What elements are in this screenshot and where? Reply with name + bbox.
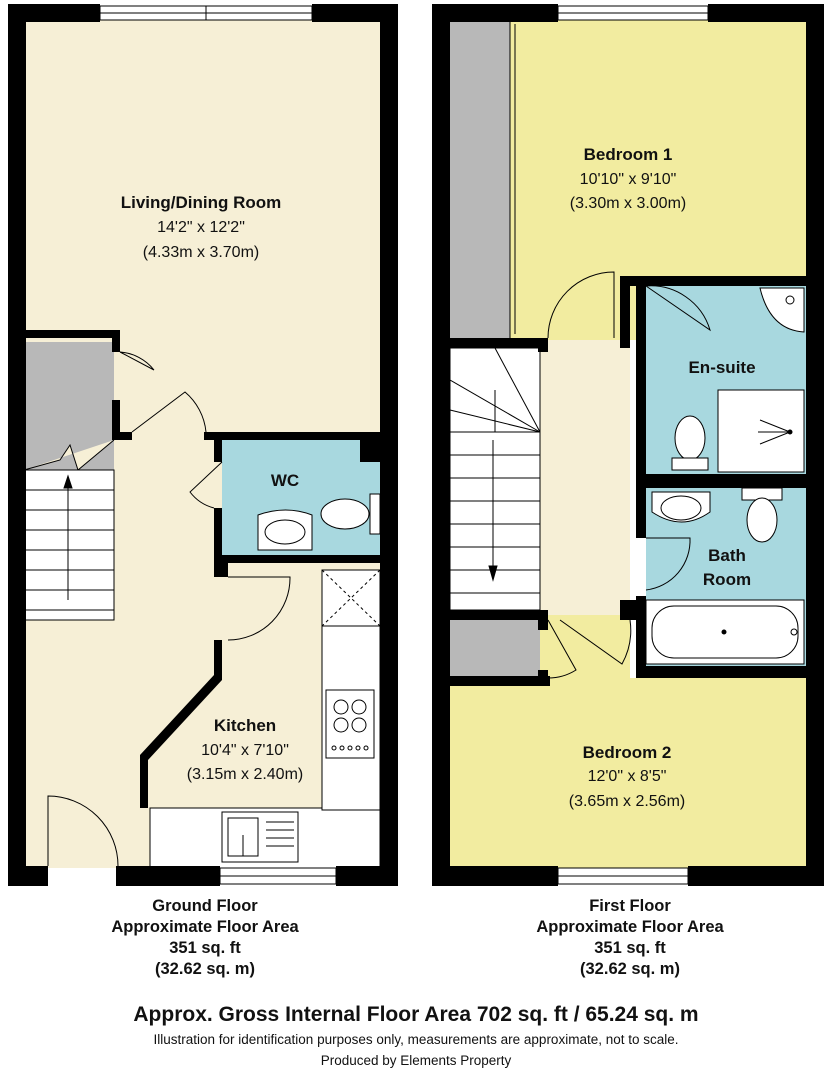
- first-staircase: [450, 348, 540, 610]
- ensuite-name: En-suite: [688, 358, 756, 377]
- ensuite-shower-icon: [718, 390, 804, 472]
- ground-floor-caption: [55, 896, 355, 980]
- landing-floor: [540, 340, 630, 620]
- kitchen-name: Kitchen: [213, 716, 277, 735]
- bathroom-name-line2: Room: [702, 570, 752, 589]
- cupboard-bedroom2: [450, 620, 540, 685]
- living-room-name: Living/Dining Room: [120, 193, 282, 212]
- bathroom-basin-icon: [652, 492, 710, 522]
- producer-text: Produced by Elements Property: [320, 1053, 512, 1068]
- bedroom2-dim-metric: (3.65m x 2.56m): [568, 793, 686, 810]
- wardrobe-bedroom1: [450, 20, 510, 338]
- hob-icon: [326, 690, 374, 758]
- ground-floor-area-sqm: (32.62 sq. m): [155, 960, 255, 978]
- wc-name: WC: [270, 471, 300, 490]
- bedroom2-dim-imperial: 12'0" x 8'5": [587, 768, 667, 785]
- plan-footer: [0, 1000, 832, 1072]
- kitchen-dim-imperial: 10'4" x 7'10": [201, 742, 289, 759]
- bedroom1-dim-metric: (3.30m x 3.00m): [569, 195, 687, 212]
- ground-floor-area-sqft: 351 sq. ft: [169, 939, 241, 957]
- first-floor-area-label: Approximate Floor Area: [536, 918, 724, 936]
- bathroom-name-line1: Bath: [708, 546, 746, 565]
- bedroom1-dim-imperial: 10'10" x 9'10": [579, 171, 677, 188]
- ground-floor-title: Ground Floor: [152, 897, 258, 915]
- bedroom2-name: Bedroom 2: [582, 743, 672, 762]
- landing-lower-floor: [540, 615, 630, 685]
- first-floor-area-sqm: (32.62 sq. m): [580, 960, 680, 978]
- living-room-dim-imperial: 14'2" x 12'2": [157, 219, 245, 236]
- kitchen-dim-metric: (3.15m x 2.40m): [186, 766, 304, 783]
- bedroom1-name: Bedroom 1: [583, 145, 673, 164]
- disclaimer-text: Illustration for identification purposes only, measurements are approximate, not to scale.: [153, 1032, 679, 1047]
- kitchen-sink-icon: [222, 812, 298, 862]
- ground-floor-area-label: Approximate Floor Area: [111, 918, 299, 936]
- wc-basin-icon: [258, 510, 312, 550]
- first-floor-title: First Floor: [589, 897, 671, 915]
- first-floor-caption: [480, 896, 780, 980]
- gross-area-text: Approx. Gross Internal Floor Area 702 sq. ft / 65.24 sq. m: [133, 1003, 699, 1026]
- living-room-dim-metric: (4.33m x 3.70m): [142, 244, 260, 261]
- bathtub-icon: [646, 600, 804, 664]
- first-floor-area-sqft: 351 sq. ft: [594, 939, 666, 957]
